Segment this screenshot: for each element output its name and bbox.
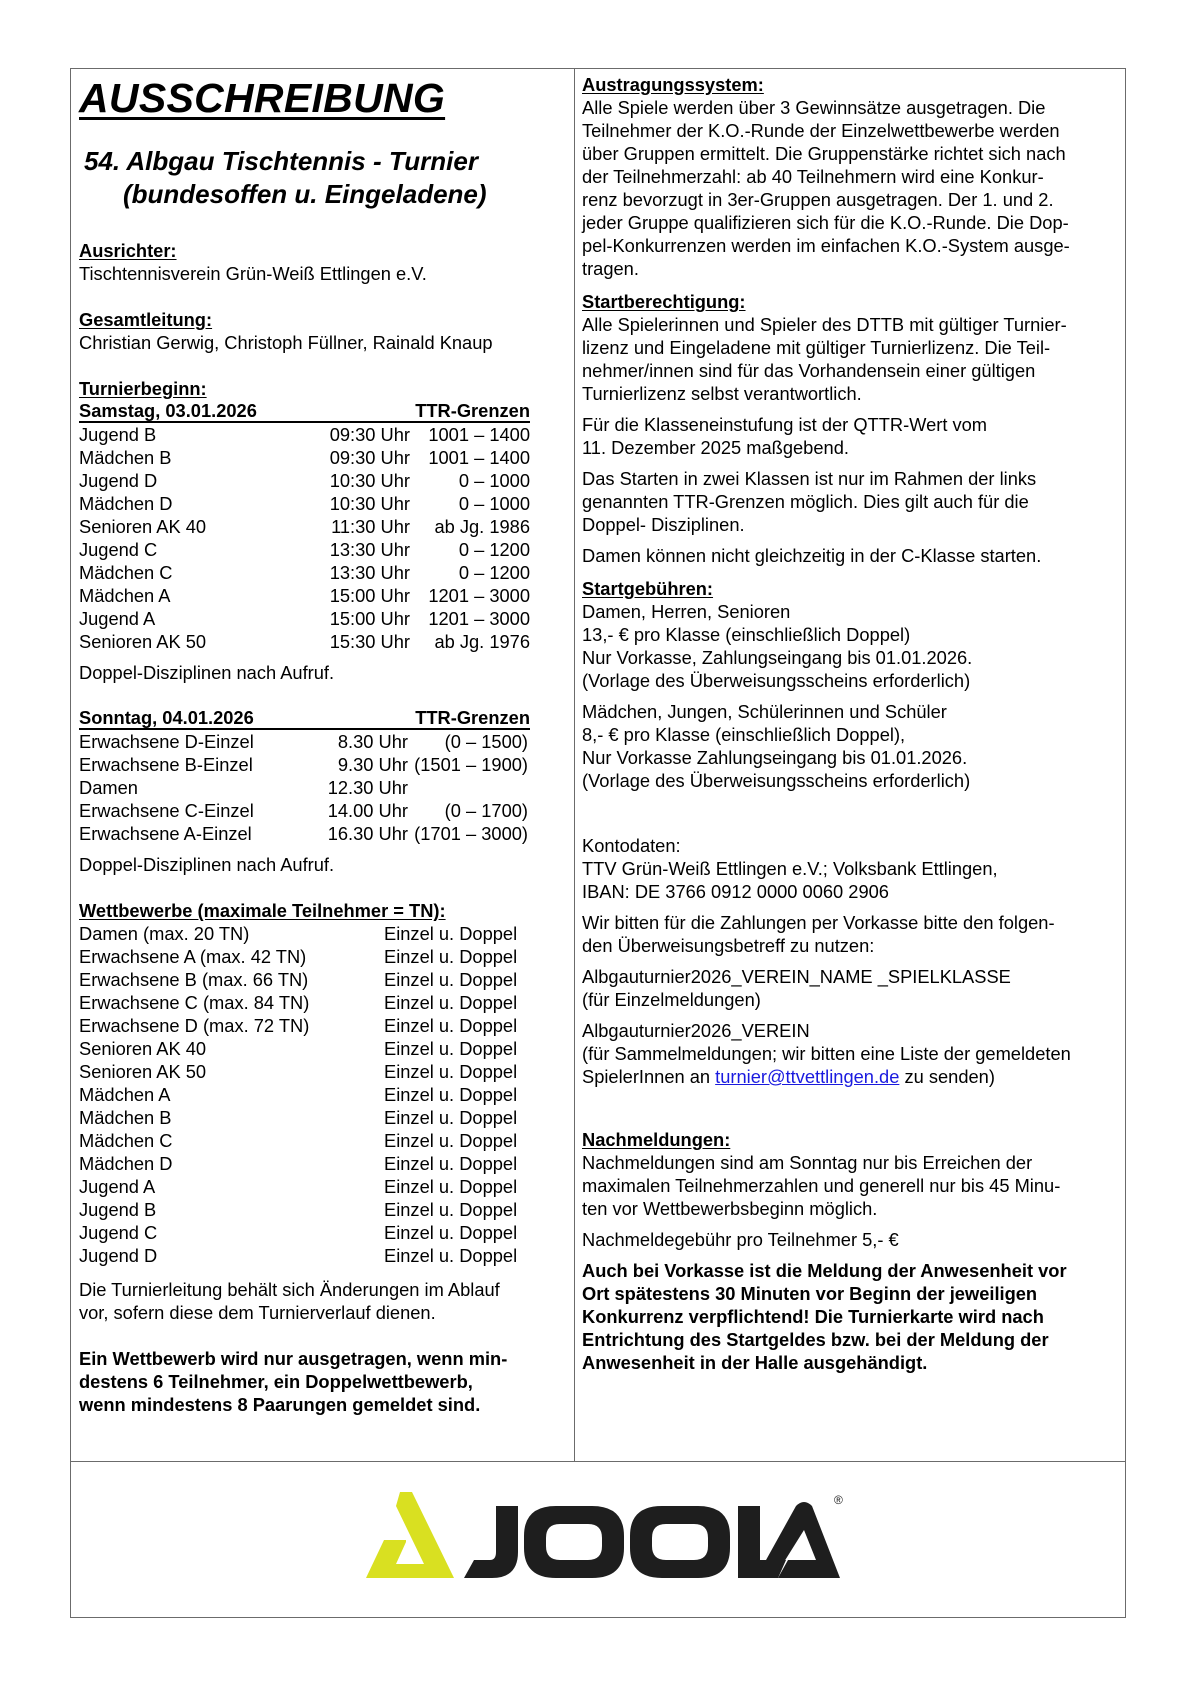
paragraph — [582, 600, 1117, 692]
competition-row — [79, 1129, 566, 1152]
subtitle-line-2: (bundesoffen u. Eingeladene) — [123, 179, 487, 209]
schedule-row — [79, 538, 566, 561]
document-title: AUSSCHREIBUNG — [79, 75, 446, 121]
class-name: Erwachsene A-Einzel — [79, 823, 252, 844]
late-fee: Nachmeldegebühr pro Teilnehmer 5,- € — [582, 1229, 899, 1250]
reference-format: Albgauturnier2026_VEREIN — [582, 1020, 810, 1041]
text-line: Für die Klasseneinstufung ist der QTTR-Wert vom — [582, 414, 988, 435]
sunday-date: Sonntag, 04.01.2026 — [79, 707, 254, 728]
section-heading: Startgebühren: — [582, 578, 714, 599]
competition-type: Einzel u. Doppel — [384, 992, 518, 1013]
competition-row — [79, 968, 566, 991]
competition-name: Erwachsene B (max. 66 TN) — [79, 969, 309, 990]
section-wettbewerbe — [79, 899, 566, 1416]
class-name: Mädchen D — [79, 493, 173, 514]
start-time: 15:00 Uhr — [329, 608, 410, 629]
text-line: 11. Dezember 2025 maßgebend. — [582, 437, 849, 458]
text-line: Damen, Herren, Senioren — [582, 601, 791, 622]
class-name: Mädchen C — [79, 562, 173, 583]
subtitle-line-1: 54. Albgau Tischtennis - Turnier — [84, 146, 478, 176]
notice-line: Ein Wettbewerb wird nur ausgetragen, wenn min- — [79, 1348, 508, 1369]
ttr-range: (0 – 1700) — [444, 800, 528, 821]
text-line: Kontodaten: — [582, 835, 681, 856]
class-name: Erwachsene C-Einzel — [79, 800, 254, 821]
text-line: Nachmeldungen sind am Sonntag nur bis Erreichen der — [582, 1152, 1033, 1173]
text-line: über Gruppen ermittelt. Die Gruppenstärke richtet sich nach — [582, 143, 1066, 164]
competition-name: Jugend B — [79, 1199, 157, 1220]
competition-name: Jugend A — [79, 1176, 156, 1197]
class-name: Damen — [79, 777, 138, 798]
email-link[interactable]: turnier@ttvettlingen.de — [715, 1066, 900, 1087]
paragraph — [582, 700, 1117, 792]
left-column — [71, 69, 574, 1461]
text-line: 13,- € pro Klasse (einschließlich Doppel) — [582, 624, 911, 645]
schedule-row — [79, 753, 566, 776]
ttr-range: 1201 – 3000 — [428, 585, 530, 606]
ttr-range: 0 – 1200 — [458, 562, 530, 583]
competition-type: Einzel u. Doppel — [384, 923, 518, 944]
start-time: 9.30 Uhr — [337, 754, 408, 775]
joola-triangle-logo-icon — [366, 1492, 454, 1578]
ttr-range: 0 – 1000 — [458, 470, 530, 491]
paragraph — [582, 467, 1117, 536]
text-line: renz bevorzugt in 3er-Gruppen ausgetragen. Der 1. und 2. — [582, 189, 1054, 210]
competition-type: Einzel u. Doppel — [384, 1199, 518, 1220]
organizer-text: Tischtennisverein Grün-Weiß Ettlingen e.V. — [79, 263, 427, 284]
text-line: Alle Spielerinnen und Spieler des DTTB mit gültiger Turnier- — [582, 314, 1067, 335]
competition-row — [79, 991, 566, 1014]
competition-name: Mädchen B — [79, 1107, 172, 1128]
paragraph — [582, 413, 1117, 459]
text-line: maximalen Teilnehmerzahlen und generell nur bis 45 Minu- — [582, 1175, 1061, 1196]
start-time: 13:30 Uhr — [329, 562, 410, 583]
notice-line: wenn mindestens 8 Paarungen gemeldet sind. — [79, 1394, 481, 1415]
class-name: Jugend B — [79, 424, 157, 445]
start-time: 12.30 Uhr — [327, 777, 408, 798]
competition-type: Einzel u. Doppel — [384, 969, 518, 990]
sponsor-row — [71, 1461, 1125, 1617]
section-heading: Startberechtigung: — [582, 291, 746, 312]
competition-name: Mädchen C — [79, 1130, 173, 1151]
competition-type: Einzel u. Doppel — [384, 1107, 518, 1128]
sunday-header — [79, 707, 530, 730]
start-time: 16.30 Uhr — [327, 823, 408, 844]
text-line: tragen. — [582, 258, 639, 279]
class-name: Senioren AK 40 — [79, 516, 207, 537]
competition-name: Erwachsene A (max. 42 TN) — [79, 946, 307, 967]
text-line: (Vorlage des Überweisungsscheins erforderlich) — [582, 670, 971, 691]
ttr-header: TTR-Grenzen — [415, 400, 530, 421]
text-line: Alle Spiele werden über 3 Gewinnsätze ausgetragen. Die — [582, 97, 1046, 118]
schedule-row — [79, 584, 566, 607]
class-name: Erwachsene D-Einzel — [79, 731, 254, 752]
text-fragment: zu senden) — [899, 1066, 995, 1087]
text-line: Teilnehmer der K.O.-Runde der Einzelwettbewerbe werden — [582, 120, 1060, 141]
competition-row — [79, 1083, 566, 1106]
change-notice — [79, 1278, 566, 1324]
paragraph — [582, 1151, 1117, 1220]
schedule-row — [79, 492, 566, 515]
text-line: (für Einzelmeldungen) — [582, 989, 761, 1010]
sunday-doubles-note: Doppel-Disziplinen nach Aufruf. — [79, 854, 335, 875]
class-name: Jugend D — [79, 470, 158, 491]
section-heading: Gesamtleitung: — [79, 309, 213, 330]
iban-line: IBAN: DE 3766 0912 0000 0060 2906 — [582, 881, 889, 902]
class-name: Erwachsene B-Einzel — [79, 754, 253, 775]
ttr-range: ab Jg. 1986 — [434, 516, 530, 537]
schedule-row — [79, 607, 566, 630]
text-line: 8,- € pro Klasse (einschließlich Doppel), — [582, 724, 906, 745]
competition-row — [79, 945, 566, 968]
ttr-range: 1201 – 3000 — [428, 608, 530, 629]
competition-type: Einzel u. Doppel — [384, 1153, 518, 1174]
competition-row — [79, 1175, 566, 1198]
notice-line: vor, sofern diese dem Turnierverlauf dienen. — [79, 1302, 436, 1323]
schedule-row — [79, 561, 566, 584]
section-heading: Austragungssystem: — [582, 74, 764, 95]
section-heading: Nachmeldungen: — [582, 1129, 731, 1150]
section-heading: Wettbewerbe (maximale Teilnehmer = TN): — [79, 900, 446, 921]
saturday-date: Samstag, 03.01.2026 — [79, 400, 257, 421]
text-line: der Teilnehmerzahl: ab 40 Teilnehmern wird eine Konkur- — [582, 166, 1044, 187]
competition-row — [79, 1152, 566, 1175]
saturday-header — [79, 400, 530, 423]
schedule-row — [79, 515, 566, 538]
schedule-row — [79, 822, 566, 845]
text-line: Entrichtung des Startgeldes bzw. bei der Meldung der — [582, 1329, 1049, 1350]
sunday-schedule — [79, 730, 566, 845]
notice-line: Die Turnierleitung behält sich Änderungen im Ablauf — [79, 1279, 500, 1300]
text-line: Das Starten in zwei Klassen ist nur im Rahmen der links — [582, 468, 1037, 489]
class-name: Jugend C — [79, 539, 158, 560]
paragraph — [582, 834, 1117, 903]
ttr-range — [408, 776, 528, 799]
text-line: TTV Grün-Weiß Ettlingen e.V.; Volksbank Ettlingen, — [582, 858, 998, 879]
competition-type: Einzel u. Doppel — [384, 946, 518, 967]
text-line: Konkurrenz verpflichtend! Die Turnierkarte wird nach — [582, 1306, 1044, 1327]
reference-format: Albgauturnier2026_VEREIN_NAME _SPIELKLASSE — [582, 966, 1011, 987]
competition-name: Mädchen D — [79, 1153, 173, 1174]
ttr-range: 1001 – 1400 — [428, 447, 530, 468]
competition-type: Einzel u. Doppel — [384, 1061, 518, 1082]
competition-row — [79, 922, 566, 945]
ttr-range: (1501 – 1900) — [414, 754, 528, 775]
ttr-range: ab Jg. 1976 — [434, 631, 530, 652]
paragraph — [582, 965, 1117, 1011]
schedule-row — [79, 469, 566, 492]
section-austragungssystem — [582, 73, 1117, 280]
text-line: Doppel- Disziplinen. — [582, 514, 745, 535]
start-time: 09:30 Uhr — [329, 447, 410, 468]
start-time: 10:30 Uhr — [329, 493, 410, 514]
joola-logo — [366, 1490, 846, 1582]
ttr-range: 0 – 1000 — [458, 493, 530, 514]
competition-name: Mädchen A — [79, 1084, 171, 1105]
joola-wordmark — [464, 1502, 840, 1578]
text-line: Auch bei Vorkasse ist die Meldung der Anwesenheit vor — [582, 1260, 1067, 1281]
paragraph — [582, 544, 1117, 567]
schedule-row — [79, 423, 566, 446]
class-name: Jugend A — [79, 608, 156, 629]
competition-name: Jugend C — [79, 1222, 158, 1243]
competition-row — [79, 1244, 566, 1267]
section-heading: Turnierbeginn: — [79, 378, 207, 399]
text-line: (für Sammelmeldungen; wir bitten eine Liste der gemeldeten — [582, 1043, 1071, 1064]
saturday-doubles-note: Doppel-Disziplinen nach Aufruf. — [79, 662, 335, 683]
competition-row — [79, 1014, 566, 1037]
notice-line: destens 6 Teilnehmer, ein Doppelwettbewerb, — [79, 1371, 473, 1392]
ttr-range: (0 – 1500) — [444, 731, 528, 752]
text-line: Wir bitten für die Zahlungen per Vorkasse bitte den folgen- — [582, 912, 1055, 933]
competition-type: Einzel u. Doppel — [384, 1176, 518, 1197]
text-line: Turnierlizenz selbst verantwortlich. — [582, 383, 862, 404]
competition-row — [79, 1060, 566, 1083]
start-time: 8.30 Uhr — [337, 731, 408, 752]
section-kontodaten — [582, 834, 1117, 1088]
schedule-row — [79, 776, 566, 799]
competition-name: Jugend D — [79, 1245, 158, 1266]
text-line: lizenz und Eingeladene mit gültiger Turnierlizenz. Die Teil- — [582, 337, 1051, 358]
competition-type: Einzel u. Doppel — [384, 1130, 518, 1151]
section-heading: Ausrichter: — [79, 240, 177, 261]
minimum-participants-notice — [79, 1347, 566, 1416]
competition-row — [79, 1106, 566, 1129]
competition-list — [79, 922, 566, 1267]
section-startgebuehren — [582, 577, 1117, 792]
competition-type: Einzel u. Doppel — [384, 1084, 518, 1105]
attendance-notice — [582, 1259, 1117, 1374]
tournament-subtitle — [79, 145, 566, 211]
competition-type: Einzel u. Doppel — [384, 1015, 518, 1036]
section-gesamtleitung — [79, 308, 566, 354]
text-line: Ort spätestens 30 Minuten vor Beginn der jeweiligen — [582, 1283, 1038, 1304]
text-line: Nur Vorkasse Zahlungseingang bis 01.01.2026. — [582, 747, 968, 768]
class-name: Senioren AK 50 — [79, 631, 207, 652]
class-name: Mädchen A — [79, 585, 171, 606]
text-line: (Vorlage des Überweisungsscheins erforderlich) — [582, 770, 971, 791]
schedule-row — [79, 799, 566, 822]
text-line: genannten TTR-Grenzen möglich. Dies gilt auch für die — [582, 491, 1029, 512]
ttr-header: TTR-Grenzen — [415, 707, 530, 728]
class-name: Mädchen B — [79, 447, 172, 468]
start-time: 11:30 Uhr — [331, 516, 410, 537]
ttr-range: (1701 – 3000) — [414, 823, 528, 844]
text-line — [582, 1065, 1117, 1088]
competition-row — [79, 1198, 566, 1221]
paragraph — [582, 313, 1117, 405]
right-column — [574, 69, 1125, 1461]
text-line: Anwesenheit in der Halle ausgehändigt. — [582, 1352, 928, 1373]
competition-row — [79, 1221, 566, 1244]
directors-text: Christian Gerwig, Christoph Füllner, Rainald Knaup — [79, 332, 493, 353]
schedule-row — [79, 730, 566, 753]
text-line: ten vor Wettbewerbsbeginn möglich. — [582, 1198, 878, 1219]
ttr-range: 1001 – 1400 — [428, 424, 530, 445]
competition-name: Erwachsene C (max. 84 TN) — [79, 992, 310, 1013]
paragraph — [582, 911, 1117, 957]
text-line: den Überweisungsbetreff zu nutzen: — [582, 935, 875, 956]
text-line: Nur Vorkasse, Zahlungseingang bis 01.01.2026. — [582, 647, 973, 668]
text-line: nehmer/innen sind für das Vorhandensein einer gültigen — [582, 360, 1036, 381]
competition-name: Damen (max. 20 TN) — [79, 923, 250, 944]
text-fragment: SpielerInnen an — [582, 1066, 716, 1087]
section-nachmeldungen — [582, 1128, 1117, 1374]
start-time: 09:30 Uhr — [329, 424, 410, 445]
announcement-sheet — [70, 68, 1126, 1618]
text-line: pel-Konkurrenzen werden im einfachen K.O.-System ausge- — [582, 235, 1070, 256]
competition-row — [79, 1037, 566, 1060]
section-ausrichter — [79, 239, 566, 285]
competition-name: Senioren AK 40 — [79, 1038, 207, 1059]
start-time: 10:30 Uhr — [329, 470, 410, 491]
text-line: Damen können nicht gleichzeitig in der C-Klasse starten. — [582, 545, 1042, 566]
competition-name: Erwachsene D (max. 72 TN) — [79, 1015, 310, 1036]
schedule-row — [79, 630, 566, 653]
section-turnierbeginn — [79, 377, 566, 876]
paragraph — [582, 1019, 1117, 1088]
ttr-range: 0 – 1200 — [458, 539, 530, 560]
competition-name: Senioren AK 50 — [79, 1061, 207, 1082]
section-startberechtigung — [582, 290, 1117, 567]
text-line: Mädchen, Jungen, Schülerinnen und Schüler — [582, 701, 947, 722]
schedule-row — [79, 446, 566, 469]
start-time: 14.00 Uhr — [327, 800, 408, 821]
competition-type: Einzel u. Doppel — [384, 1245, 518, 1266]
start-time: 15:00 Uhr — [329, 585, 410, 606]
text-line: jeder Gruppe qualifizieren sich für die K.O.-Runde. Die Dop- — [582, 212, 1069, 233]
start-time: 13:30 Uhr — [329, 539, 410, 560]
competition-type: Einzel u. Doppel — [384, 1222, 518, 1243]
competition-type: Einzel u. Doppel — [384, 1038, 518, 1059]
registered-mark: ® — [834, 1493, 843, 1507]
start-time: 15:30 Uhr — [329, 631, 410, 652]
saturday-schedule — [79, 423, 566, 653]
